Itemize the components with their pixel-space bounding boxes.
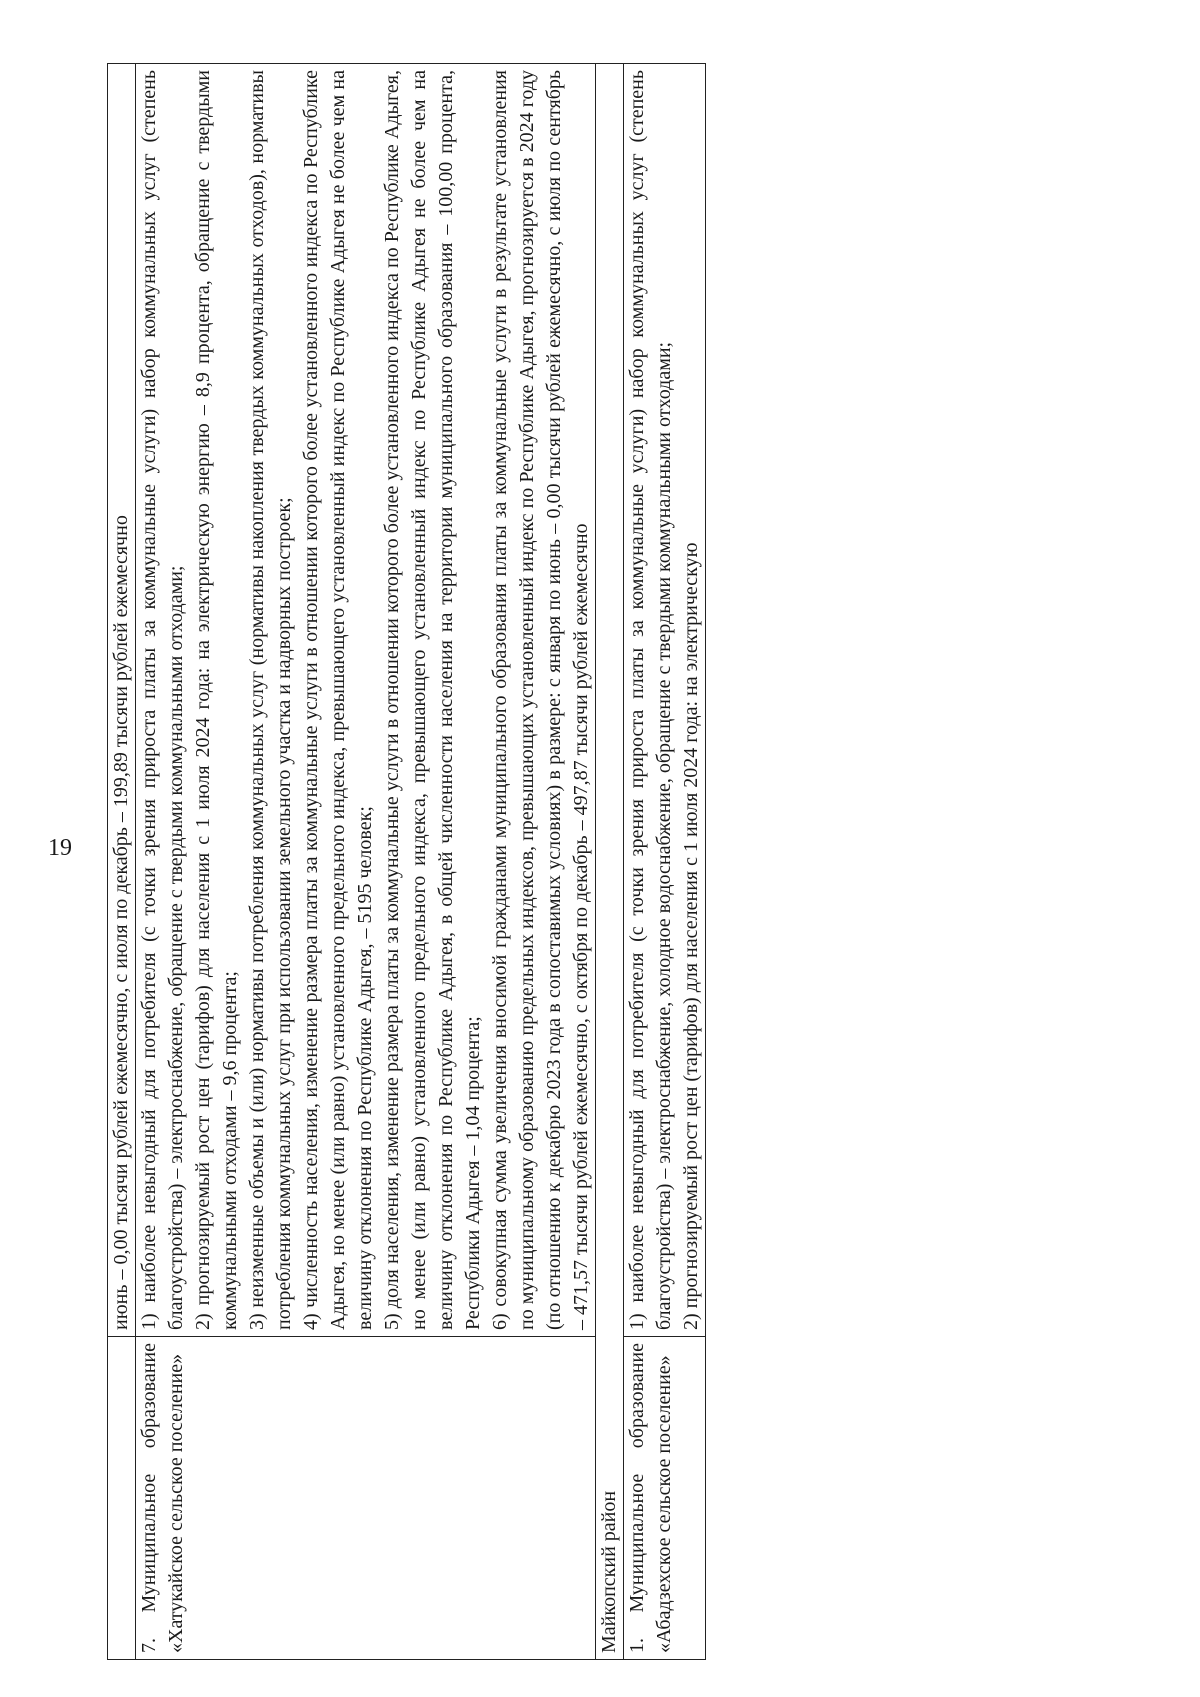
- continuation-cell: июнь – 0,00 тысячи рублей ежемесячно, с июля по декабрь – 199,89 тысячи рублей ежемесячно: [108, 64, 136, 1337]
- list-item: 3) неизменные объемы и (или) нормативы потребления коммунальных услуг (нормативы накопления твердых коммунальных отходов), нормативы потребления коммунальных услуг при использовании земельного участка и надворных построек;: [246, 70, 295, 1330]
- municipality-details-abadzekh: [624, 64, 706, 1337]
- empty-cell: [108, 1337, 136, 1660]
- municipality-name-khatukai: 7. Муниципальное образование «Хатукайское сельское поселение»: [136, 1337, 596, 1660]
- list-item: 2) прогнозируемый рост цен (тарифов) для населения с 1 июля 2024 года: на электрическую: [680, 542, 702, 1330]
- municipality-details-khatukai: [136, 64, 596, 1337]
- section-row: [596, 64, 624, 1660]
- list-item: 2) прогнозируемый рост цен (тарифов) для населения с 1 июля 2024 года: на электрическую энергию – 8,9 процента, обращение с твердыми коммунальными отходами – 9,6 процента;: [192, 70, 241, 1330]
- list-item: 4) численность населения, изменение размера платы за коммунальные услуги в отношении которого более установленного индекса по Республике Адыгея, но менее (или равно) установленного предельного индекса, превышающего установленный индекс по Республике Адыгея не более чем на величину отклонения по Республике Адыгея, – 5195 человек;: [300, 70, 376, 1330]
- tariff-table: [107, 63, 706, 1660]
- list-item: 1) наиболее невыгодный для потребителя (с точки зрения прироста платы за коммунальные услуги) набор коммунальных услуг (степень благоустройства) – электроснабжение, обращение с твердыми коммунальными отходами;: [138, 70, 187, 1330]
- page-number: 19: [48, 835, 72, 861]
- table-row: [108, 64, 136, 1660]
- list-item: 1) наиболее невыгодный для потребителя (с точки зрения прироста платы за коммунальные услуги) набор коммунальных услуг (степень благоустройства) – электроснабжение, холодное водоснабжение, обращение с твердыми коммунальными отходами;: [626, 70, 675, 1330]
- list-item: 6) совокупная сумма увеличения вносимой гражданами муниципального образования платы за коммунальные услуги в результате установления по муниципальному образованию предельных индексов, превышающих установленный индекс по Республике Адыгея, прогнозируется в 2024 году (по отношению к декабрю 2023 года в сопоставимых условиях) в размере: с января по июнь – 0,00 тысячи рублей ежемесячно, с июля по сентябрь – 471,57 тысячи рублей ежемесячно, с октября по декабрь – 497,87 тысячи рублей ежемесячно: [489, 70, 592, 1330]
- list-item: 5) доля населения, изменение размера платы за коммунальные услуги в отношении которого более установленного индекса по Республике Адыгея, но менее (или равно) установленного предельного индекса, превышающего установленный индекс по Республике Адыгея не более чем на величину отклонения по Республике Адыгея, в общей численности населения на территории муниципального образования – 100,00 процента, Республики Адыгея – 1,04 процента;: [381, 70, 484, 1330]
- municipality-name-abadzekh: 1. Муниципальное образование «Абадзехское сельское поселение»: [624, 1337, 706, 1660]
- table-row: [136, 64, 596, 1660]
- rotated-page-content: [107, 63, 1187, 1660]
- section-title: Майкопский район: [596, 64, 624, 1660]
- table-row: [624, 64, 706, 1660]
